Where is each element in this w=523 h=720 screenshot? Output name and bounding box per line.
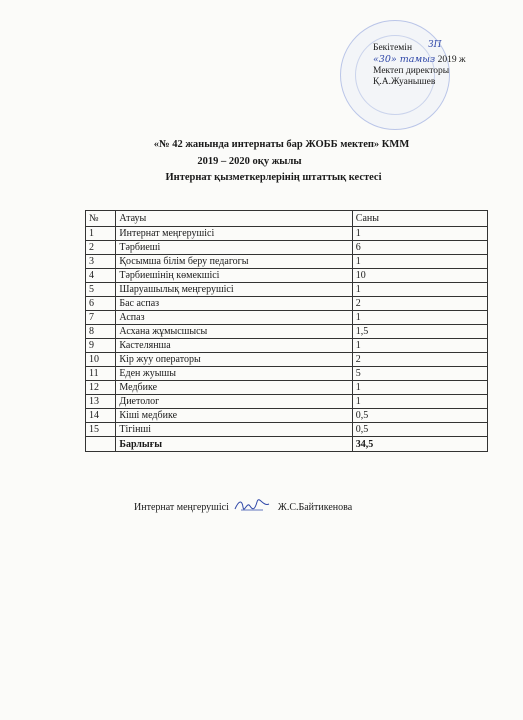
academic-year: 2019 – 2020 оқу жылы bbox=[197, 156, 302, 167]
row-name: Асхана жұмысшысы bbox=[116, 325, 352, 339]
row-count: 1 bbox=[352, 311, 487, 325]
table-row bbox=[86, 297, 488, 311]
approval-position: Мектеп директоры bbox=[373, 66, 450, 76]
staff-table bbox=[85, 210, 488, 452]
table-header-row bbox=[86, 211, 488, 227]
row-number: 3 bbox=[86, 255, 116, 269]
row-name: Тігінші bbox=[116, 423, 352, 437]
row-number: 15 bbox=[86, 423, 116, 437]
total-label: Барлығы bbox=[116, 437, 352, 452]
row-count: 1 bbox=[352, 395, 487, 409]
row-name: Кастелянша bbox=[116, 339, 352, 353]
row-name: Тәрбиеші bbox=[116, 241, 352, 255]
total-empty-cell bbox=[86, 437, 116, 452]
row-count: 1 bbox=[352, 283, 487, 297]
table-row bbox=[86, 381, 488, 395]
header-name: Атауы bbox=[116, 211, 352, 227]
row-name: Бас аспаз bbox=[116, 297, 352, 311]
approval-year: 2019 ж bbox=[437, 55, 466, 65]
table-row bbox=[86, 227, 488, 241]
row-name: Кіші медбике bbox=[116, 409, 352, 423]
table-row bbox=[86, 395, 488, 409]
approval-title: Бекітемін bbox=[373, 43, 413, 53]
table-row bbox=[86, 325, 488, 339]
document-title: «№ 42 жанында интернаты бар ЖОББ мектеп» КММ bbox=[153, 139, 410, 150]
header-number: № bbox=[86, 211, 116, 227]
approval-block bbox=[373, 43, 513, 88]
row-number: 6 bbox=[86, 297, 116, 311]
table-row bbox=[86, 339, 488, 353]
table-total-row bbox=[86, 437, 488, 452]
table-row bbox=[86, 283, 488, 297]
row-number: 14 bbox=[86, 409, 116, 423]
row-number: 11 bbox=[86, 367, 116, 381]
row-number: 1 bbox=[86, 227, 116, 241]
table-row bbox=[86, 269, 488, 283]
document-subtitle: Интернат қызметкерлерінің штаттық кестесі bbox=[165, 172, 382, 183]
table-row bbox=[86, 367, 488, 381]
row-name: Кір жуу операторы bbox=[116, 353, 352, 367]
header-count: Саны bbox=[352, 211, 487, 227]
row-name: Интернат меңгерушісі bbox=[116, 227, 352, 241]
table-row bbox=[86, 353, 488, 367]
approval-date bbox=[373, 54, 513, 66]
approval-date-handwritten: «30» тамыз bbox=[373, 54, 436, 65]
row-name: Еден жуышы bbox=[116, 367, 352, 381]
row-number: 13 bbox=[86, 395, 116, 409]
row-count: 0,5 bbox=[352, 423, 487, 437]
row-count: 6 bbox=[352, 241, 487, 255]
table-row bbox=[86, 423, 488, 437]
table-row bbox=[86, 255, 488, 269]
approval-director-name: Қ.А.Жуанышев bbox=[373, 77, 436, 87]
row-number: 12 bbox=[86, 381, 116, 395]
row-name: Медбике bbox=[116, 381, 352, 395]
row-number: 8 bbox=[86, 325, 116, 339]
signature-line bbox=[134, 498, 352, 513]
row-count: 2 bbox=[352, 353, 487, 367]
director-signature: ЗП bbox=[428, 40, 442, 50]
row-name: Диетолог bbox=[116, 395, 352, 409]
row-count: 2 bbox=[352, 297, 487, 311]
row-count: 5 bbox=[352, 367, 487, 381]
row-count: 10 bbox=[352, 269, 487, 283]
table-row bbox=[86, 409, 488, 423]
signature-scribble bbox=[233, 498, 271, 512]
signature-name: Ж.С.Байтикенова bbox=[277, 502, 353, 513]
row-number: 10 bbox=[86, 353, 116, 367]
row-count: 1 bbox=[352, 381, 487, 395]
row-number: 2 bbox=[86, 241, 116, 255]
row-number: 7 bbox=[86, 311, 116, 325]
row-number: 9 bbox=[86, 339, 116, 353]
total-value: 34,5 bbox=[352, 437, 487, 452]
row-name: Тәрбиешінің көмекшісі bbox=[116, 269, 352, 283]
row-count: 1 bbox=[352, 227, 487, 241]
row-count: 1 bbox=[352, 339, 487, 353]
row-count: 1,5 bbox=[352, 325, 487, 339]
row-number: 4 bbox=[86, 269, 116, 283]
row-name: Шаруашылық меңгерушісі bbox=[116, 283, 352, 297]
table-row bbox=[86, 241, 488, 255]
row-count: 1 bbox=[352, 255, 487, 269]
row-count: 0,5 bbox=[352, 409, 487, 423]
row-number: 5 bbox=[86, 283, 116, 297]
table-row bbox=[86, 311, 488, 325]
row-name: Аспаз bbox=[116, 311, 352, 325]
row-name: Қосымша білім беру педагогы bbox=[116, 255, 352, 269]
signature-role: Интернат меңгерушісі bbox=[134, 502, 229, 513]
